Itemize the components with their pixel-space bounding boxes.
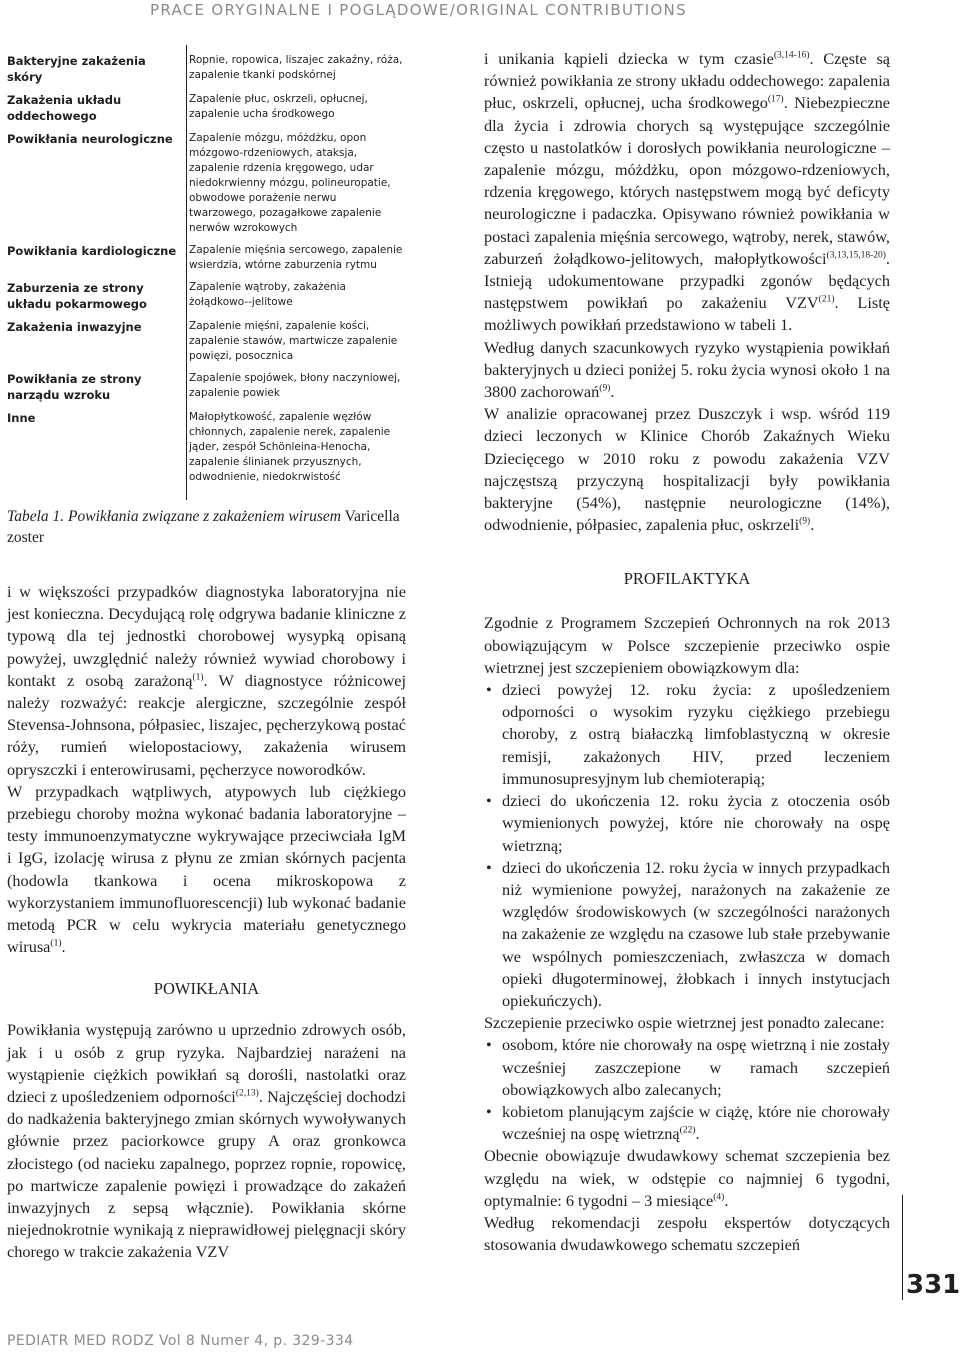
paragraph: Według rekomendacji zespołu ekspertów dotyczących stosowania dwudawkowego schematu szczepień <box>484 1212 890 1255</box>
list-item: • osobom, które nie chorowały na ospę wietrzną i nie zostały wcześniej zaszczepione w ramach szczepień obowiązkowych albo zalecanych; <box>484 1034 890 1101</box>
table-description: Zapalenie mięśnia sercowego, zapalenie wsierdzia, wtórne zaburzenia rytmu <box>189 244 403 271</box>
paragraph: Szczepienie przeciwko ospie wietrznej jest ponadto zalecane: <box>484 1013 885 1033</box>
paragraph: Powikłania występują zarówno u uprzednio zdrowych osób, jak i u osób z grup ryzyka. Najbardziej narażeni na wystąpienie ciężkich powikłań są dorośli, nastolatki oraz dzieci z upośledzeniem odporności$^{(2,13)}$. Najczęściej dochodzi do nadkażenia bakteryjnego zmian skórnych wywoływanych głównie przez paciorkowce grupy A oraz gronkowca złocistego (od nacieku zapalnego, poprzez ropnie, ropowicę, po martwicze zapalenie powięzi i prowadzące do zakażeń inwazyjnych z sepsą włącznie). Powikłania skórne niejednokrotnie wynikają z nieprawidłowej pielęgnacji skóry chorego w trakcie zakażenia VZV <box>7 1020 407 1262</box>
running-footer: PEDIATR MED RODZ Vol 8 Numer 4, p. 329-334 <box>7 1333 354 1349</box>
paragraph: Obecnie obowiązuje dwudawkowy schemat szczepienia bez względu na wiek, w odstępie co najmniej 6 tygodni, optymalnie: 6 tygodni – 3 miesiące$^{(4)}$. <box>484 1146 890 1210</box>
table-category: Zakażenia inwazyjne <box>7 320 142 334</box>
complications-table <box>7 53 403 492</box>
paragraph: i w większości przypadków diagnostyka laboratoryjna nie jest konieczna. Decydującą rolę odgrywa badanie kliniczne z typową dla tej jednostki chorobowej wysypką opisaną powyżej, uwzględnić należy również wywiad chorobowy i kontakt z osobą zarażoną$^{(1)}$. W diagnostyce różnicowej należy rozważyć: reakcje alergiczne, szczególnie zespół Stevensa-Johnsona, półpasiec, liszajec, pęcherzykową postać róży, rumień wielopostaciowy, zakażenia wirusem opryszczki i enterowirusami, pęcherzyce noworodków. <box>7 582 407 779</box>
table-description: Małopłytkowość, zapalenie węzłów chłonnych, zapalenie nerek, zapalenie jąder, zespół Schönleina-Henocha, zapalenie ślinianek przyusznych, odwodnienie, niedokrwistość <box>189 411 391 483</box>
table-row <box>7 92 403 124</box>
table-row <box>7 280 403 312</box>
list-item: • dzieci powyżej 12. roku życia: z upośledzeniem odporności o wysokim ryzyku ciężkiego przebiegu choroby, z ostrą białaczką limfoblastyczną w okresie remisji, zakażonych HIV, przed leczeniem immunosupresyjnym lub chemioterapią; <box>484 679 890 790</box>
paragraph: Według danych szacunkowych ryzyko wystąpienia powikłań bakteryjnych u dzieci poniżej 5. roku życia wynosi około 1 na 3800 zachorowań$^{(9)}$. <box>484 337 890 402</box>
bullet-list <box>484 679 890 1012</box>
right-column <box>484 48 890 1256</box>
table-description: Zapalenie spojówek, błony naczyniowej, zapalenie powiek <box>189 372 401 399</box>
section-heading: PROFILAKTYKA <box>623 569 751 589</box>
table-category: Bakteryjne zakażenia skóry <box>7 54 146 84</box>
table-row <box>7 410 403 485</box>
paragraph: W przypadkach wątpliwych, atypowych lub ciężkiego przebiegu choroby można wykonać badania laboratoryjne – testy immunoenzymatyczne wykrywające przeciwciała IgM i IgG, izolację wirusa z płynu ze zmian skórnych pacjenta (hodowla tkankowa i ocena mikroskopowa z wykorzystaniem immunofluorescencji) lub wykonać badanie metodą PCR w celu wykrycia materiału genetycznego wirusa$^{(1)}$. <box>7 781 406 957</box>
page-number: 331 <box>906 1270 960 1300</box>
table-description: Zapalenie mózgu, móżdżku, opon mózgowo-rdzeniowych, ataksja, zapalenie rdzenia kręgowego, udar niedokrwienny mózgu, polineuropatie, obwodowe porażenie nerwu twarzowego, pozagałkowe zapalenie nerwów wzrokowych <box>189 132 391 234</box>
table-row <box>7 131 403 236</box>
caption-label: Tabela 1. Powikłania związane z zakażeniem wirusem <box>7 508 341 525</box>
table-row <box>7 53 403 85</box>
table-row <box>7 243 403 273</box>
left-column <box>7 581 406 1264</box>
table-description: Ropnie, ropowica, liszajec zakaźny, róża, zapalenie tkanki podskórnej <box>189 54 403 81</box>
table-category: Inne <box>7 411 36 425</box>
page-number-rule <box>902 1195 903 1300</box>
table-category: Zaburzenia ze strony układu pokarmowego <box>7 281 147 311</box>
table-description: Zapalenie płuc, oskrzeli, opłucnej, zapalenie ucha środkowego <box>189 93 368 120</box>
paragraph: W analizie opracowanej przez Duszczyk i wsp. wśród 119 dzieci leczonych w Klinice Chorób Zakaźnych Wieku Dziecięcego w 2010 roku z powodu zakażenia VZV najczęstszą przyczyną hospitalizacji były powikłania bakteryjne (54%), następnie neurologiczne (14%), odwodnienie, półpasiec, zapalenia płuc, oskrzeli$^{(9)}$. <box>484 404 890 535</box>
table-category: Powikłania kardiologiczne <box>7 244 177 258</box>
table-category: Zakażenia układu oddechowego <box>7 93 122 123</box>
section-heading: POWIKŁANIA <box>153 979 260 999</box>
bullet-list <box>484 1034 890 1145</box>
table-category: Powikłania neurologiczne <box>7 132 173 146</box>
table-category: Powikłania ze strony narządu wzroku <box>7 372 142 402</box>
list-item: • dzieci do ukończenia 12. roku życia w innych przypadkach niż wymienione powyżej, narażonych na zakażenie ze względów środowiskowych (w szczególności narażonych na zakażenie ze względu na czasowe lub stałe przebywanie we wspólnych pomieszczeniach, zwłaszcza w domach opieki długoterminowej, żłobkach i innych instytucjach opiekuńczych). <box>484 857 890 1012</box>
list-item: • kobietom planującym zajście w ciążę, które nie chorowały wcześniej na ospę wietrzną$^{(22)}$. <box>484 1101 890 1145</box>
table-row <box>7 371 403 403</box>
paragraph: Zgodnie z Programem Szczepień Ochronnych na rok 2013 obowiązującym w Polsce szczepienie przeciwko ospie wietrznej jest szczepieniem obowiązkowym dla: <box>484 613 890 677</box>
paragraph: i unikania kąpieli dziecka w tym czasie$^{(3,14-16)}$. Częste są również powikłania ze strony układu oddechowego: zapalenia płuc, oskrzeli, opłucnej, ucha środkowego$^{(17)}$. Niebezpieczne dla życia i zdrowia chorych są występujące szczególnie często u nastolatków i dorosłych powikłania neurologiczne – zapalenie mózgu, móżdżku, opon mózgowo-rdzeniowych, rdzenia kręgowego, których następstwem mogą być deficyty neurologiczne i padaczka. Opisywano również powikłania w postaci zapalenia mięśnia sercowego, wątroby, nerek, stawów, zaburzeń żołądkowo-jelitowych, małopłytkowości$^{(3,13,15,18-20)}$. Istnieją udokumentowane przypadki zgonów będących następstwem powikłań po zakażeniu VZV$^{(21)}$. Listę możliwych powikłań przedstawiono w tabeli 1. <box>484 49 891 335</box>
table-caption <box>7 506 405 548</box>
table-description: Zapalenie mięśni, zapalenie kości, zapalenie stawów, martwicze zapalenie powięzi, posocznica <box>189 320 398 362</box>
list-item: • dzieci do ukończenia 12. roku życia z otoczenia osób wymienionych powyżej, które nie chorowały na ospę wietrzną; <box>484 790 890 857</box>
table-description: Zapalenie wątroby, zakażenia żołądkowo--jelitowe <box>189 281 346 308</box>
caption-tail: Varicella zoster <box>7 508 400 546</box>
table-row <box>7 319 403 364</box>
running-header: PRACE ORYGINALNE I POGLĄDOWE/ORIGINAL CONTRIBUTIONS <box>150 1 687 19</box>
